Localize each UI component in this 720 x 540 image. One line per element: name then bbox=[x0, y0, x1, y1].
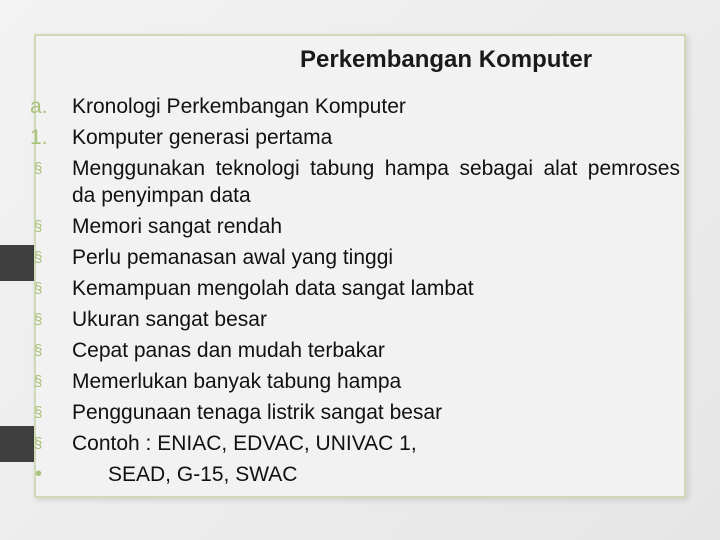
bullet-marker: § bbox=[34, 218, 43, 235]
list-marker: a. bbox=[30, 95, 48, 118]
bullet-marker: § bbox=[34, 311, 43, 328]
list-item bbox=[30, 244, 680, 275]
list-item-text: Cepat panas dan mudah terbakar bbox=[72, 339, 385, 362]
list-item-text: Menggunakan teknologi tabung hampa sebagai alat pemroses da penyimpan data bbox=[72, 157, 680, 207]
bullet-marker: § bbox=[34, 404, 43, 421]
list-item bbox=[30, 306, 680, 337]
list-item-text: Kemampuan mengolah data sangat lambat bbox=[72, 277, 474, 300]
list-item bbox=[30, 430, 680, 461]
list-item bbox=[30, 213, 680, 244]
bullet-marker: § bbox=[34, 342, 43, 359]
bullet-list bbox=[30, 93, 680, 492]
bullet-marker: § bbox=[34, 249, 43, 266]
list-item bbox=[30, 275, 680, 306]
list-item-text: Komputer generasi pertama bbox=[72, 126, 333, 149]
bullet-marker: § bbox=[34, 435, 43, 452]
list-item-text: Perlu pemanasan awal yang tinggi bbox=[72, 246, 394, 269]
list-item-text: Memerlukan banyak tabung hampa bbox=[72, 370, 402, 393]
list-item-text: Penggunaan tenaga listrik sangat besar bbox=[72, 401, 443, 424]
list-item-text: Memori sangat rendah bbox=[72, 215, 283, 238]
list-item bbox=[30, 368, 680, 399]
list-item bbox=[30, 461, 680, 492]
list-item-text: Ukuran sangat besar bbox=[72, 308, 267, 331]
list-item-text: Kronologi Perkembangan Komputer bbox=[72, 95, 406, 118]
bullet-marker: • bbox=[35, 463, 43, 485]
bullet-marker: § bbox=[34, 280, 43, 297]
list-item bbox=[30, 399, 680, 430]
list-item bbox=[30, 155, 680, 213]
list-item-text: Contoh : ENIAC, EDVAC, UNIVAC 1, bbox=[72, 432, 417, 455]
list-marker: 1. bbox=[30, 126, 48, 149]
list-item-text: SEAD, G-15, SWAC bbox=[108, 463, 298, 486]
list-item bbox=[30, 124, 680, 155]
slide-title: Perkembangan Komputer bbox=[300, 46, 593, 73]
list-item bbox=[30, 93, 680, 124]
list-item bbox=[30, 337, 680, 368]
bullet-marker: § bbox=[34, 160, 43, 177]
bullet-marker: § bbox=[34, 373, 43, 390]
